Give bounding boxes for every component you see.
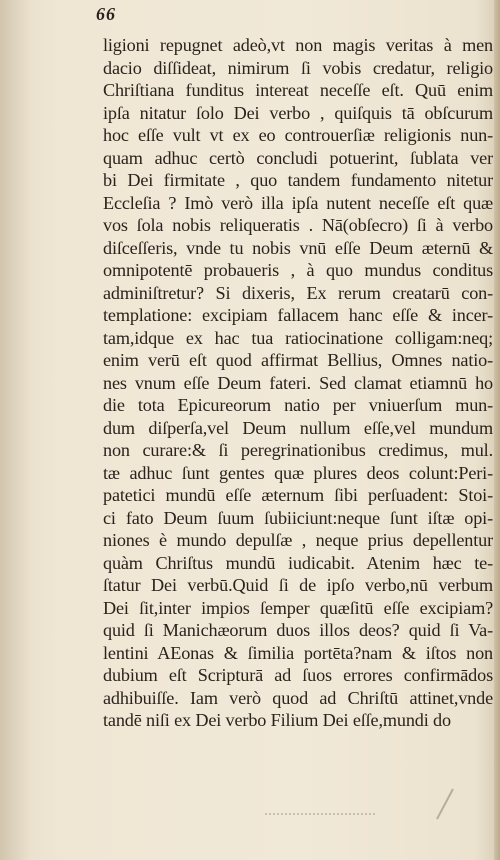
text-line: omnipotentē probaueris , à quo mundus conditus: [103, 260, 493, 280]
text-line: quid ſi Manichæorum duos illos deos? quid ſi Va-: [103, 620, 493, 640]
body-text: [103, 34, 493, 732]
text-line: lentini AEonas & ſimilia portēta?nam & iſtos non: [103, 642, 493, 663]
text-line: dubium eſt Scripturā ad ſuos errores confirmādos: [103, 665, 493, 685]
text-line: Eccleſia ? Imò verò illa ipſa nutent neceſſe eſt quæ: [103, 192, 493, 213]
text-line: bi Dei firmitate , quo tandem fundamento nitetur: [103, 170, 493, 190]
text-line: vos ſola nobis reliqueratis . Nā(obſecro) ſi à verbo: [103, 215, 493, 235]
text-line: hoc eſſe vult vt ex eo controuerſiæ religionis nun-: [103, 125, 493, 145]
text-line: patetici mundū eſſe æternum ſibi perſuadent: Stoi-: [103, 485, 493, 505]
text-line: dacio diſſideat, nimirum ſi vobis credatur, religio: [103, 57, 493, 78]
text-line: ci fato Deum ſuum ſubiiciunt:neque ſunt iſtæ opi-: [103, 507, 493, 528]
text-line: tam,idque ex hac tua ratiocinatione colligam:neq;: [103, 327, 493, 348]
ink-smudge: [265, 813, 375, 818]
text-line: quam adhuc certò concludi potuerint, ſublata ver: [103, 147, 493, 168]
page-number: 66: [96, 4, 116, 24]
text-line: diſceſſeris, vnde tu nobis vnū eſſe Deum æternū &: [103, 237, 493, 258]
text-line: ipſa nitatur ſolo Dei verbo , quiſquis tā obſcurum: [103, 102, 493, 123]
text-line: ſtatur Dei verbū.Quid ſi de ipſo verbo,nū verbum: [103, 575, 493, 595]
text-line: tandē niſi ex Dei verbo Filium Dei eſſe,mundi do: [103, 710, 451, 730]
text-line: Chriſtiana funditus intereat neceſſe eſt. Quū enim: [103, 80, 493, 100]
text-line: tæ adhuc ſunt gentes quæ plures deos colunt:Peri-: [103, 462, 493, 483]
text-line: templatione: excipiam fallacem hanc eſſe & incer-: [103, 305, 493, 325]
text-line: adhibuiſſe. Iam verò quod ad Chriſtū attinet,vnde: [103, 687, 493, 708]
pencil-mark: [436, 789, 454, 820]
text-line: dum diſperſa,vel Deum nullum eſſe,vel mundum: [103, 417, 493, 438]
page-edge: [494, 0, 500, 860]
text-line: non curare:& ſi peregrinationibus credimus, mul.: [103, 440, 493, 460]
text-line: adminiſtretur? Si dixeris, Ex rerum creatarū con-: [103, 282, 493, 303]
text-line: enim verū eſt quod affirmat Bellius, Omnes natio-: [103, 350, 493, 370]
gutter-shadow: [0, 0, 30, 860]
text-line: niones è mundo depulſæ , neque prius depellentur: [103, 530, 493, 550]
text-line: die tota Epicureorum natio per vniuerſum mun-: [103, 395, 493, 415]
text-line: quàm Chriſtus mundū iudicabit. Atenim hæc te-: [103, 552, 493, 573]
text-line: nes vnum eſſe Deum fateri. Sed clamat etiamnū ho: [103, 372, 493, 393]
text-line: ligioni repugnet adeò,vt non magis veritas à men: [103, 35, 493, 55]
text-line: Dei ſit,inter impios ſemper quæſitū eſſe excipiam?: [103, 597, 493, 618]
